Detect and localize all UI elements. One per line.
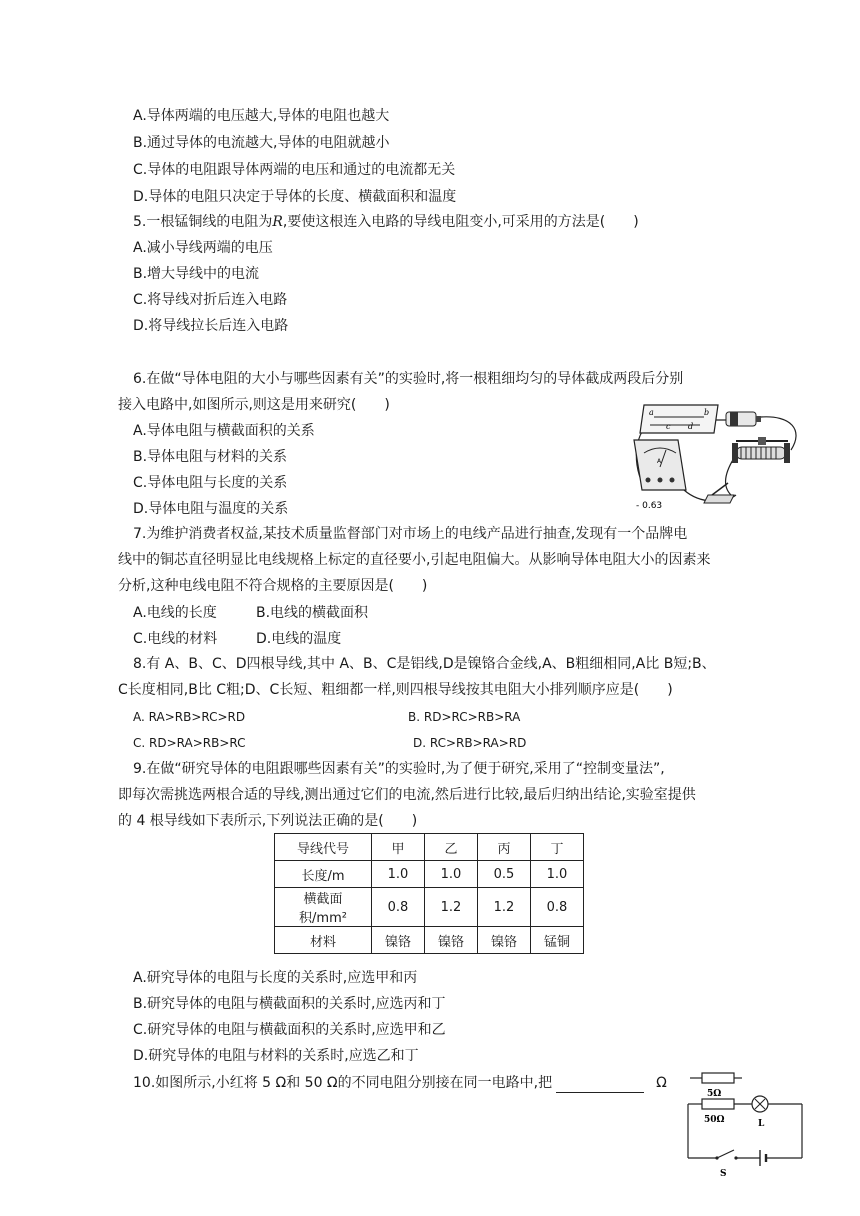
q6-stem-line2: 接入电路中,如图所示,则这是用来研究( ) xyxy=(118,397,390,413)
battery-icon xyxy=(726,412,761,426)
resistor-50-ohm xyxy=(702,1099,734,1109)
table-header-cell: 丙 xyxy=(478,834,531,861)
table-header-cell: 乙 xyxy=(425,834,478,861)
q6-option-a: A.导体电阻与横截面积的关系 xyxy=(133,423,315,439)
q7-option-c: C.电线的材料 xyxy=(133,631,218,647)
q6-option-c: C.导体电阻与长度的关系 xyxy=(133,475,288,491)
q9-option-a: A.研究导体的电阻与长度的关系时,应选甲和丙 xyxy=(133,970,418,986)
meter-scale-label: - 0.63 xyxy=(636,501,663,511)
svg-text:A: A xyxy=(657,458,662,465)
table-cell: 0.8 xyxy=(372,888,425,927)
table-cell: 1.0 xyxy=(531,861,584,888)
table-cell: 镍铬 xyxy=(478,927,531,954)
q10-circuit-figure xyxy=(680,1066,810,1200)
q5-variable-r: R xyxy=(272,214,283,230)
conductor-board xyxy=(640,405,718,433)
table-header-cell: 丁 xyxy=(531,834,584,861)
q9-option-d: D.研究导体的电阻与材料的关系时,应选乙和丁 xyxy=(133,1048,419,1064)
q7-option-a: A.电线的长度 xyxy=(133,605,217,621)
q5-stem xyxy=(133,212,639,232)
table-cell: 1.0 xyxy=(425,861,478,888)
table-header-cell: 导线代号 xyxy=(275,834,372,861)
label-d: d xyxy=(688,422,694,431)
q8-option-b: B. RD>RC>RB>RA xyxy=(408,710,521,724)
q5-stem-text-tail: ,要使这根连入电路的导线电阻变小,可采用的方法是( ) xyxy=(282,214,639,230)
switch-label: S xyxy=(720,1169,727,1179)
q6-stem-line1: 6.在做“导体电阻的大小与哪些因素有关”的实验时,将一根粗细均匀的导体截成两段后分别 xyxy=(133,371,684,387)
table-cell: 1.2 xyxy=(425,888,478,927)
q8-option-d: D. RC>RB>RA>RD xyxy=(413,736,527,750)
table-cell: 0.5 xyxy=(478,861,531,888)
resistor-5-ohm xyxy=(702,1073,734,1083)
label-b: b xyxy=(704,408,710,417)
q5-option-d: D.将导线拉长后连入电路 xyxy=(133,318,289,334)
q8-stem-line2: C长度相同,B比 C粗;D、C长短、粗细都一样,则四根导线按其电阻大小排列顺序应是( ) xyxy=(118,682,673,698)
q7-stem-line1: 7.为维护消费者权益,某技术质量监督部门对市场上的电线产品进行抽查,发现有一个品牌电 xyxy=(133,526,688,542)
label-c: c xyxy=(666,422,671,431)
q8-stem-line1: 8.有 A、B、C、D四根导线,其中 A、B、C是铝线,D是镍铬合金线,A、B粗细相同,A比 B短;B、 xyxy=(133,656,716,672)
q5-option-b: B.增大导线中的电流 xyxy=(133,266,260,282)
label-a: a xyxy=(649,408,654,417)
lamp-label: L xyxy=(758,1119,765,1129)
q5-option-c: C.将导线对折后连入电路 xyxy=(133,292,288,308)
q4-option-d: D.导体的电阻只决定于导体的长度、横截面积和温度 xyxy=(133,189,457,205)
q10-stem-text: 10.如图所示,小红将 5 Ω和 50 Ω的不同电阻分别接在同一电路中,把 xyxy=(133,1075,553,1091)
q7-option-d: D.电线的温度 xyxy=(256,631,342,647)
table-header-row xyxy=(275,834,584,861)
table-cell: 0.8 xyxy=(531,888,584,927)
q9-option-c: C.研究导体的电阻与横截面积的关系时,应选甲和乙 xyxy=(133,1022,446,1038)
table-cell: 镍铬 xyxy=(425,927,478,954)
rheostat-icon xyxy=(732,437,790,463)
q5-stem-text: 5.一根锰铜线的电阻为 xyxy=(133,214,273,230)
resistor-50-label: 50Ω xyxy=(704,1115,725,1125)
q6-experiment-figure xyxy=(626,395,816,515)
q4-option-a: A.导体两端的电压越大,导体的电阻也越大 xyxy=(133,108,390,124)
table-cell: 长度/m xyxy=(275,861,372,888)
q9-stem-line3: 的 4 根导线如下表所示,下列说法正确的是( ) xyxy=(118,813,418,829)
q4-option-b: B.通过导体的电流越大,导体的电阻就越小 xyxy=(133,135,390,151)
q10-stem-tail: Ω xyxy=(656,1075,667,1091)
ammeter-icon xyxy=(634,440,686,511)
table-cell: 材料 xyxy=(275,927,372,954)
q5-option-a: A.减小导线两端的电压 xyxy=(133,240,273,256)
q9-option-b: B.研究导体的电阻与横截面积的关系时,应选丙和丁 xyxy=(133,996,446,1012)
wire-properties-table xyxy=(274,833,584,954)
table-cell: 镍铬 xyxy=(372,927,425,954)
q8-option-c: C. RD>RA>RB>RC xyxy=(133,736,246,750)
table-row xyxy=(275,927,584,954)
table-header-cell: 甲 xyxy=(372,834,425,861)
resistor-5-label: 5Ω xyxy=(707,1089,722,1099)
table-row xyxy=(275,888,584,927)
q8-option-a: A. RA>RB>RC>RD xyxy=(133,710,246,724)
q9-stem-line1: 9.在做“研究导体的电阻跟哪些因素有关”的实验时,为了便于研究,采用了“控制变量法”, xyxy=(133,761,665,777)
q9-stem-line2: 即每次需挑选两根合适的导线,测出通过它们的电流,然后进行比较,最后归纳出结论,实验室提供 xyxy=(118,787,696,803)
q7-stem-line3: 分析,这种电线电阻不符合规格的主要原因是( ) xyxy=(118,578,428,594)
q6-option-b: B.导体电阻与材料的关系 xyxy=(133,449,288,465)
table-cell: 1.0 xyxy=(372,861,425,888)
table-cell: 1.2 xyxy=(478,888,531,927)
table-cell: 横截面积/mm² xyxy=(275,888,372,927)
q7-stem-line2: 线中的铜芯直径明显比电线规格上标定的直径要小,引起电阻偏大。从影响导体电阻大小的因素来 xyxy=(118,552,711,568)
q10-stem xyxy=(133,1073,667,1093)
q6-option-d: D.导体电阻与温度的关系 xyxy=(133,501,289,517)
table-row xyxy=(275,861,584,888)
q4-option-c: C.导体的电阻跟导体两端的电压和通过的电流都无关 xyxy=(133,162,456,178)
table-cell: 锰铜 xyxy=(531,927,584,954)
answer-blank[interactable] xyxy=(556,1078,644,1093)
q7-option-b: B.电线的横截面积 xyxy=(256,605,369,621)
switch-icon xyxy=(717,1150,734,1158)
